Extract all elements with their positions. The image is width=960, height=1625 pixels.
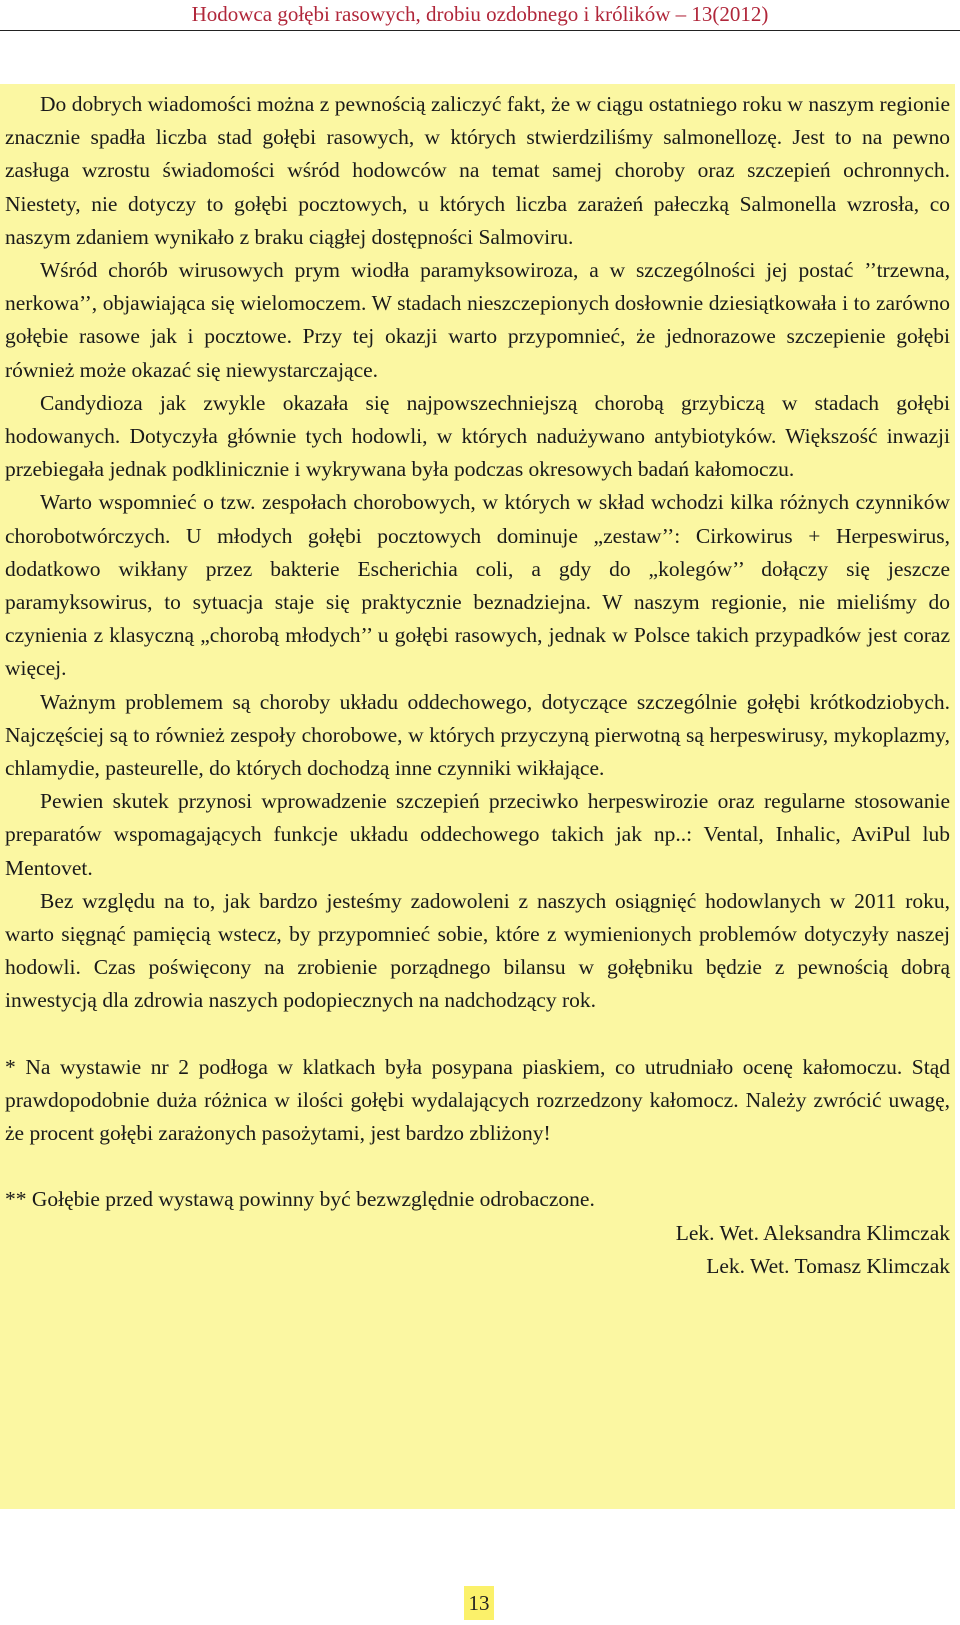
paragraph-vaccination: Pewien skutek przynosi wprowadzenie szczepień przeciwko herpeswirozie oraz regularne stosowanie preparatów wspomagających funkcje układu oddechowego takich jak np..: Vental, Inhalic, AviPul lub Mentovet. (5, 789, 950, 880)
article-box (0, 84, 955, 1509)
signature-aleksandra: Lek. Wet. Aleksandra Klimczak (675, 1220, 950, 1245)
footnote-double-asterisk: ** Gołębie przed wystawą powinny być bezwzględnie odrobaczone. (5, 1187, 595, 1212)
footnote-single-asterisk: * Na wystawie nr 2 podłoga w klatkach była posypana piaskiem, co utrudniało ocenę kałomoczu. Stąd prawdopodobnie duża różnica w ilości gołębi wydalających rozrzedzony kałomocz. Należy zwrócić uwagę, że procent gołębi zarażonych pasożytami, jest bardzo zbliżony! (5, 1054, 950, 1146)
signature-tomasz: Lek. Wet. Tomasz Klimczak (706, 1253, 950, 1278)
paragraph-candidiasis: Candydioza jak zwykle okazała się najpowszechniejszą chorobą grzybiczą w stadach gołębi hodowanych. Dotyczyła głównie tych hodowli, w których nadużywano antybiotyków. Większość inwazji przebiegała jednak podklinicznie i wykrywana była podczas okresowych badań kałomoczu. (5, 390, 950, 482)
spacer (5, 1150, 950, 1183)
paragraph-salmonella: Do dobrych wiadomości można z pewnością zaliczyć fakt, że w ciągu ostatniego roku w naszym regionie znacznie spadła liczba stad gołębi rasowych, w których stwierdziliśmy salmonellozę. Jest to na pewno zasługa wzrostu świadomości wśród hodowców na temat samej choroby oraz szczepień ochronnych. Niestety, nie dotyczy to gołębi pocztowych, u których liczba zarażeń pałeczką Salmonella wzrosła, co naszym zdaniem wynikało z braku ciągłej dostępności Salmoviru. (5, 92, 950, 249)
page-number: 13 (464, 1586, 494, 1620)
paragraph-viral-diseases: Wśród chorób wirusowych prym wiodła paramyksowiroza, a w szczególności jej postać ’’trzewna, nerkowa’’, objawiająca się wielomoczem. W stadach nieszczepionych dosłownie dziesiątkowała i to zarówno gołębie rasowe jak i pocztowe. Przy tej okazji warto przypomnieć, że jednorazowe szczepienie gołębi również może okazać się niewystarczające. (5, 258, 950, 382)
spacer (5, 1018, 950, 1051)
running-header: Hodowca gołębi rasowych, drobiu ozdobnego i królików – 13(2012) (191, 2, 769, 26)
header-rule (0, 30, 960, 31)
paragraph-summary: Bez względu na to, jak bardzo jesteśmy zadowoleni z naszych osiągnięć hodowlanych w 2011 roku, warto sięgnąć pamięcią wstecz, by przypomnieć sobie, które z wymienionych problemów dotyczyły naszej hodowli. Czas poświęcony na zrobienie porządnego bilansu w gołębniku będzie z pewnością dobrą inwestycją dla zdrowia naszych podopiecznych na nadchodzący rok. (5, 888, 950, 1013)
paragraph-disease-complexes: Warto wspomnieć o tzw. zespołach chorobowych, w których w skład wchodzi kilka różnych czynników chorobotwórczych. U młodych gołębi pocztowych dominuje „zestaw’’: Cirkowirus + Herpeswirus, dodatkowo wikłany przez bakterie Escherichia coli, a gdy do „kolegów’’ dołączy się jeszcze paramyksowirus, to sytuacja staje się praktycznie beznadziejna. W naszym regionie, nie mieliśmy do czynienia z klasyczną „chorobą młodych’’ u gołębi rasowych, jednak w Polsce takich przypadków jest coraz więcej. (5, 490, 950, 681)
paragraph-respiratory: Ważnym problemem są choroby układu oddechowego, dotyczące szczególnie gołębi krótkodziobych. Najczęściej są to również zespoły chorobowe, w których przyczyną pierwotną są herpeswirusy, mykoplazmy, chlamydie, pasteurelle, do których dochodzą inne czynniki wikłające. (5, 689, 950, 781)
